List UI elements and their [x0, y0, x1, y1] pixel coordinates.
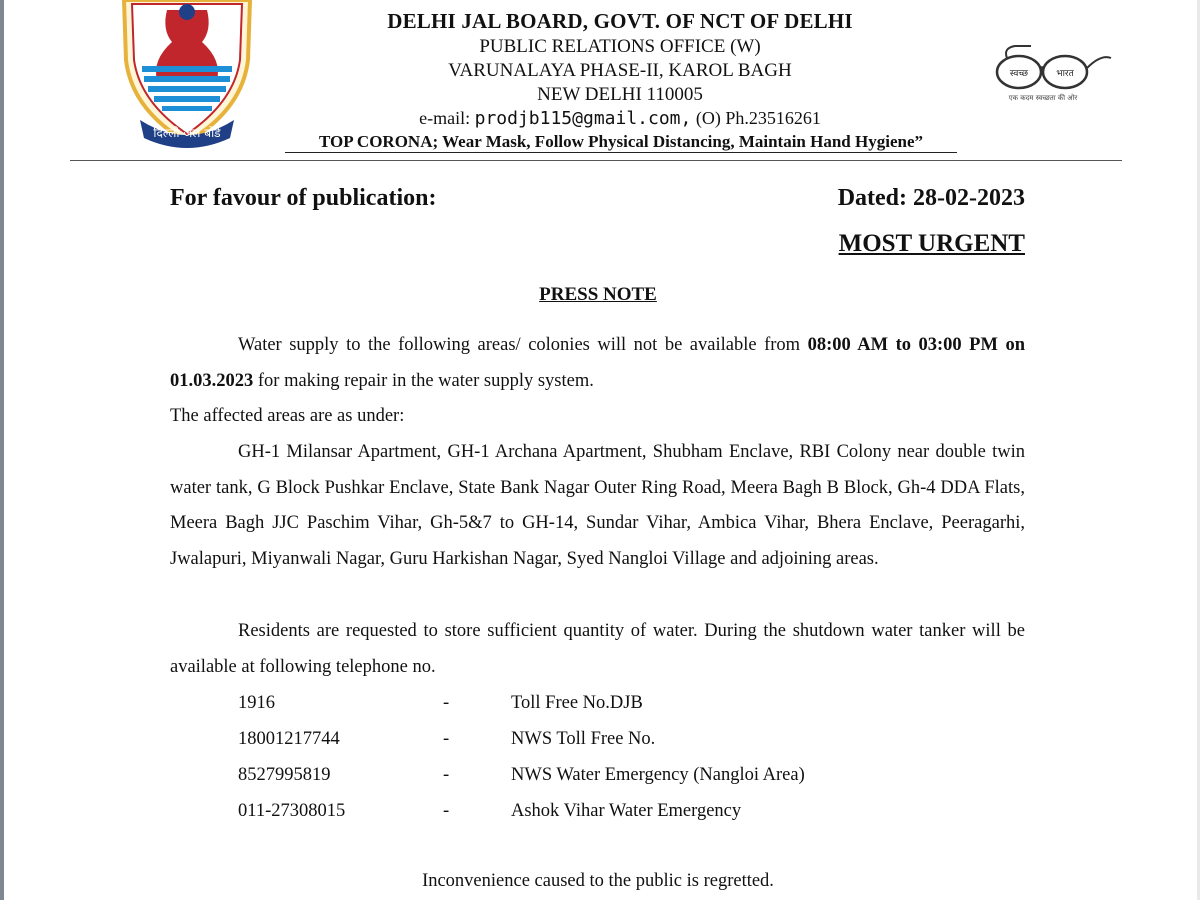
- phone-list: [238, 685, 805, 829]
- swachh-bharat-logo: [985, 44, 1115, 106]
- svg-text:एक कदम स्वच्छता की ओर: एक कदम स्वच्छता की ओर: [1008, 94, 1078, 102]
- phone-separator: -: [443, 729, 450, 749]
- phone-number: 18001217744: [238, 729, 340, 749]
- shutdown-time: 08:00 AM to 03:00 PM on 01.03.2023: [170, 335, 1025, 391]
- phone-separator: -: [443, 801, 450, 821]
- intro-text: Water supply to the following areas/ colonies will not be available from: [238, 335, 808, 355]
- phone-row: [238, 757, 805, 793]
- phone-label: NWS Toll Free No.: [511, 729, 656, 749]
- address-line-1: VARUNALAYA PHASE-II, KAROL BAGH: [448, 60, 792, 81]
- djb-logo: [112, 0, 262, 150]
- priority-label: MOST URGENT: [838, 230, 1025, 257]
- left-edge-strip: [0, 0, 4, 900]
- publication-label: For favour of publication:: [170, 185, 437, 211]
- phone-separator: -: [443, 693, 450, 713]
- paragraph-intro: [170, 328, 1025, 399]
- office-phone: (O) Ph.23516261: [691, 108, 821, 128]
- phone-number: 011-27308015: [238, 801, 346, 821]
- phone-row: [238, 793, 805, 829]
- date-line: Dated: 28-02-2023: [837, 185, 1025, 211]
- office-name: PUBLIC RELATIONS OFFICE (W): [479, 36, 761, 57]
- svg-text:दिल्ली जल बोर्ड: दिल्ली जल बोर्ड: [153, 126, 221, 140]
- press-note-title: PRESS NOTE: [539, 284, 657, 305]
- header-divider: [70, 160, 1122, 161]
- svg-text:भारत: भारत: [1056, 69, 1074, 79]
- phone-label: Ashok Vihar Water Emergency: [511, 801, 742, 821]
- phone-label: NWS Water Emergency (Nangloi Area): [511, 765, 805, 785]
- phone-row: [238, 685, 805, 721]
- phone-number: 1916: [238, 693, 275, 713]
- paragraph-residents: Residents are requested to store sufficient quantity of water. During the shutdown water tanker will be available at following telephone no.: [170, 621, 1025, 677]
- email-address: prodjb115@gmail.com,: [474, 108, 692, 129]
- paragraph-affected-heading: The affected areas are as under:: [170, 406, 405, 426]
- contact-line: [280, 108, 960, 129]
- closing-line: Inconvenience caused to the public is regretted.: [422, 871, 774, 891]
- paragraph-affected-areas: GH-1 Milansar Apartment, GH-1 Archana Apartment, Shubham Enclave, RBI Colony near double twin water tank, G Block Pushkar Enclave, State Bank Nagar Outer Ring Road, Meera Bagh B Block, Gh-4 DDA Flats, Meera Bagh JJC Paschim Vihar, Gh-5&7 to GH-14, Sundar Vihar, Ambica Vihar, Bhera Enclave, Peeragarhi, Jwalapuri, Miyanwali Nagar, Guru Harkishan Nagar, Syed Nangloi Village and adjoining areas.: [170, 442, 1025, 569]
- organization-name: DELHI JAL BOARD, GOVT. OF NCT OF DELHI: [387, 9, 853, 33]
- phone-number: 8527995819: [238, 765, 331, 785]
- intro-suffix: for making repair in the water supply system.: [253, 370, 594, 391]
- email-label: e-mail:: [419, 108, 475, 128]
- svg-text:स्वच्छ: स्वच्छ: [1009, 69, 1029, 79]
- address-line-2: NEW DELHI 110005: [537, 84, 703, 105]
- slogan: TOP CORONA; Wear Mask, Follow Physical Distancing, Maintain Hand Hygiene”: [285, 132, 957, 153]
- phone-label: Toll Free No.DJB: [511, 693, 643, 713]
- phone-separator: -: [443, 765, 450, 785]
- phone-row: [238, 721, 805, 757]
